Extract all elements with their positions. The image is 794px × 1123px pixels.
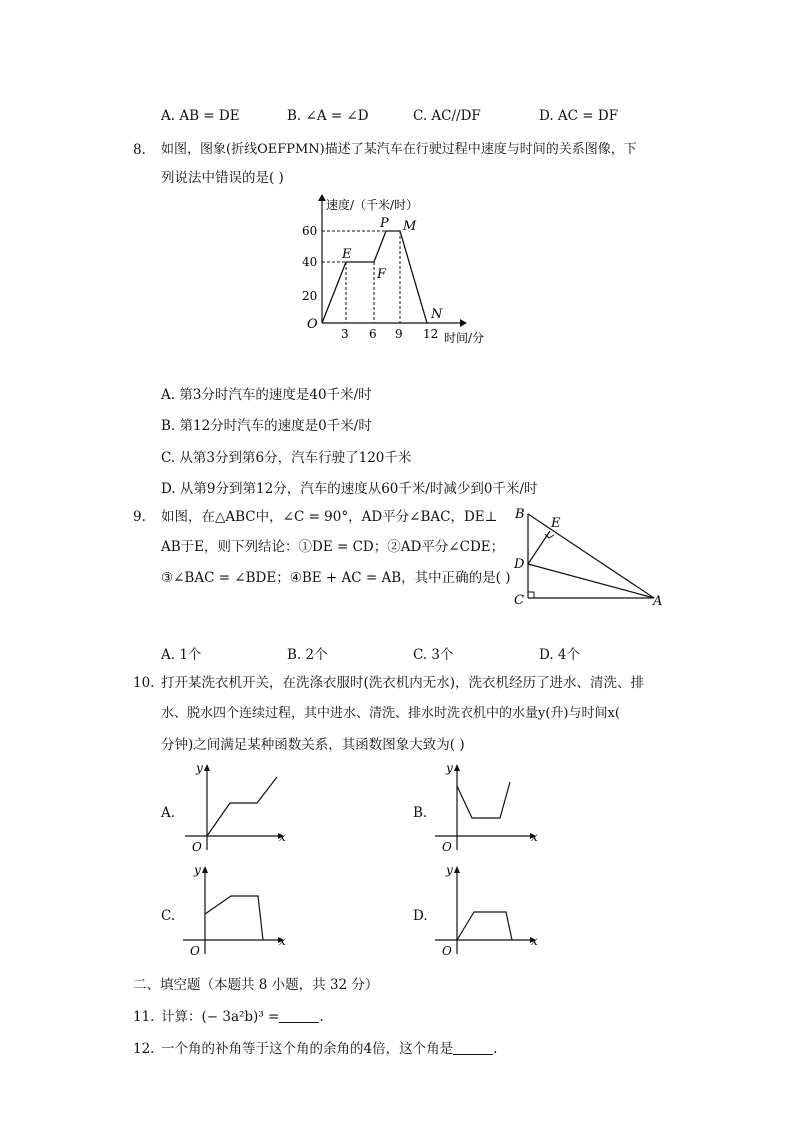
q9-label-e: E xyxy=(551,516,561,531)
q9-label-a: A xyxy=(653,594,663,609)
q10-b-x-label: x xyxy=(531,830,538,844)
q8-xtick-9: 9 xyxy=(395,327,403,341)
q12-answer-blank[interactable] xyxy=(453,1042,493,1055)
q8-line2: 列说法中错误的是( ) xyxy=(161,170,284,186)
q10-b-origin: O xyxy=(442,840,452,854)
q9-option-c: C. 3个 xyxy=(413,647,454,663)
q9-option-d: D. 4个 xyxy=(539,647,581,663)
q9-triangle-figure xyxy=(506,500,671,612)
q10-a-y-label: y xyxy=(196,761,203,775)
q8-point-p: P xyxy=(380,216,389,231)
q8-origin-label: O xyxy=(307,317,318,332)
q10-number: 10. xyxy=(133,675,155,691)
q10-a-origin: O xyxy=(192,840,202,854)
q12-text: 一个角的补角等于这个角的余角的4倍，这个角是 xyxy=(161,1041,454,1057)
q8-point-m: M xyxy=(403,219,417,234)
q8-point-f: F xyxy=(377,267,387,282)
q11-number: 11. xyxy=(133,1009,155,1025)
q10-c-y-label: y xyxy=(194,863,201,877)
q10-option-a-label: A. xyxy=(161,805,176,821)
q8-speed-time-graph xyxy=(300,190,500,350)
q8-ytick-20: 20 xyxy=(302,289,318,303)
q10-graph-d xyxy=(432,862,542,957)
q9-label-c: C xyxy=(514,593,524,608)
q10-line1: 打开某洗衣机开关，在洗涤衣服时(洗衣机内无水)，洗衣机经历了进水、清洗、排 xyxy=(161,675,645,691)
q11-text: 计算：(− 3a²b)³ = xyxy=(161,1009,280,1025)
q8-number: 8. xyxy=(133,142,146,158)
q8-ytick-60: 60 xyxy=(302,224,318,238)
q10-line3: 分钟)之间满足某种函数关系，其函数图象大致为( ) xyxy=(161,737,465,753)
q12-number: 12. xyxy=(133,1041,155,1057)
q8-option-b: B. 第12分时汽车的速度是0千米/时 xyxy=(161,418,372,434)
q10-option-b-label: B. xyxy=(413,805,428,821)
q11-end: . xyxy=(319,1009,324,1025)
q8-option-a: A. 第3分时汽车的速度是40千米/时 xyxy=(161,387,372,403)
q10-d-origin: O xyxy=(442,944,452,957)
q11-line xyxy=(161,1008,324,1026)
q8-point-e: E xyxy=(342,247,352,262)
q8-xlabel: 时间/分 xyxy=(444,331,485,345)
q10-option-c-label: C. xyxy=(161,908,176,924)
q9-number: 9. xyxy=(133,509,146,525)
q11-answer-blank[interactable] xyxy=(279,1010,319,1023)
q8-xtick-6: 6 xyxy=(369,327,377,341)
q8-option-c: C. 从第3分到第6分，汽车行驶了120千米 xyxy=(161,450,412,466)
q8-xtick-3: 3 xyxy=(341,327,349,341)
q10-b-y-label: y xyxy=(446,761,453,775)
q10-d-x-label: x xyxy=(531,934,538,948)
q10-a-x-label: x xyxy=(279,830,286,844)
q8-ylabel: 速度/（千米/时） xyxy=(326,198,419,212)
q10-line2: 水、脱水四个连续过程，其中进水、清洗、排水时洗衣机中的水量y(升)与时间x( xyxy=(161,706,620,721)
q8-line1: 如图，图象(折线OEFPMN)描述了某汽车在行驶过程中速度与时间的关系图像，下 xyxy=(161,142,637,157)
q9-line2: AB于E，则下列结论：①DE = CD；②AD平分∠CDE； xyxy=(161,539,505,555)
q10-graph-b xyxy=(432,760,542,855)
q7-option-d: D. AC = DF xyxy=(539,108,619,124)
q7-option-c: C. AC//DF xyxy=(413,108,481,124)
q8-xtick-12: 12 xyxy=(423,327,439,341)
q10-c-x-label: x xyxy=(279,934,286,948)
q9-label-d: D xyxy=(514,557,525,572)
q7-option-b: B. ∠A = ∠D xyxy=(287,108,369,124)
q12-line xyxy=(161,1040,497,1058)
q8-option-d: D. 从第9分到第12分，汽车的速度从60千米/时减少到0千米/时 xyxy=(161,481,538,497)
q10-graph-a xyxy=(180,760,290,855)
section2-title: 二、填空题（本题共 8 小题，共 32 分） xyxy=(133,977,379,993)
q10-d-y-label: y xyxy=(446,863,453,877)
q9-label-b: B xyxy=(515,507,525,522)
q9-line1: 如图，在△ABC中，∠C = 90°，AD平分∠BAC，DE⊥ xyxy=(161,509,498,525)
q10-graph-c xyxy=(180,862,290,957)
q9-option-b: B. 2个 xyxy=(287,647,328,663)
q9-option-a: A. 1个 xyxy=(161,647,202,663)
q9-line3: ③∠BAC = ∠BDE；④BE + AC = AB，其中正确的是( ) xyxy=(161,570,511,586)
q10-c-origin: O xyxy=(190,944,200,957)
q8-ytick-40: 40 xyxy=(302,255,318,269)
q8-point-n: N xyxy=(431,307,443,322)
q10-option-d-label: D. xyxy=(413,908,428,924)
q12-end: . xyxy=(493,1041,498,1057)
q7-option-a: A. AB = DE xyxy=(161,108,240,124)
